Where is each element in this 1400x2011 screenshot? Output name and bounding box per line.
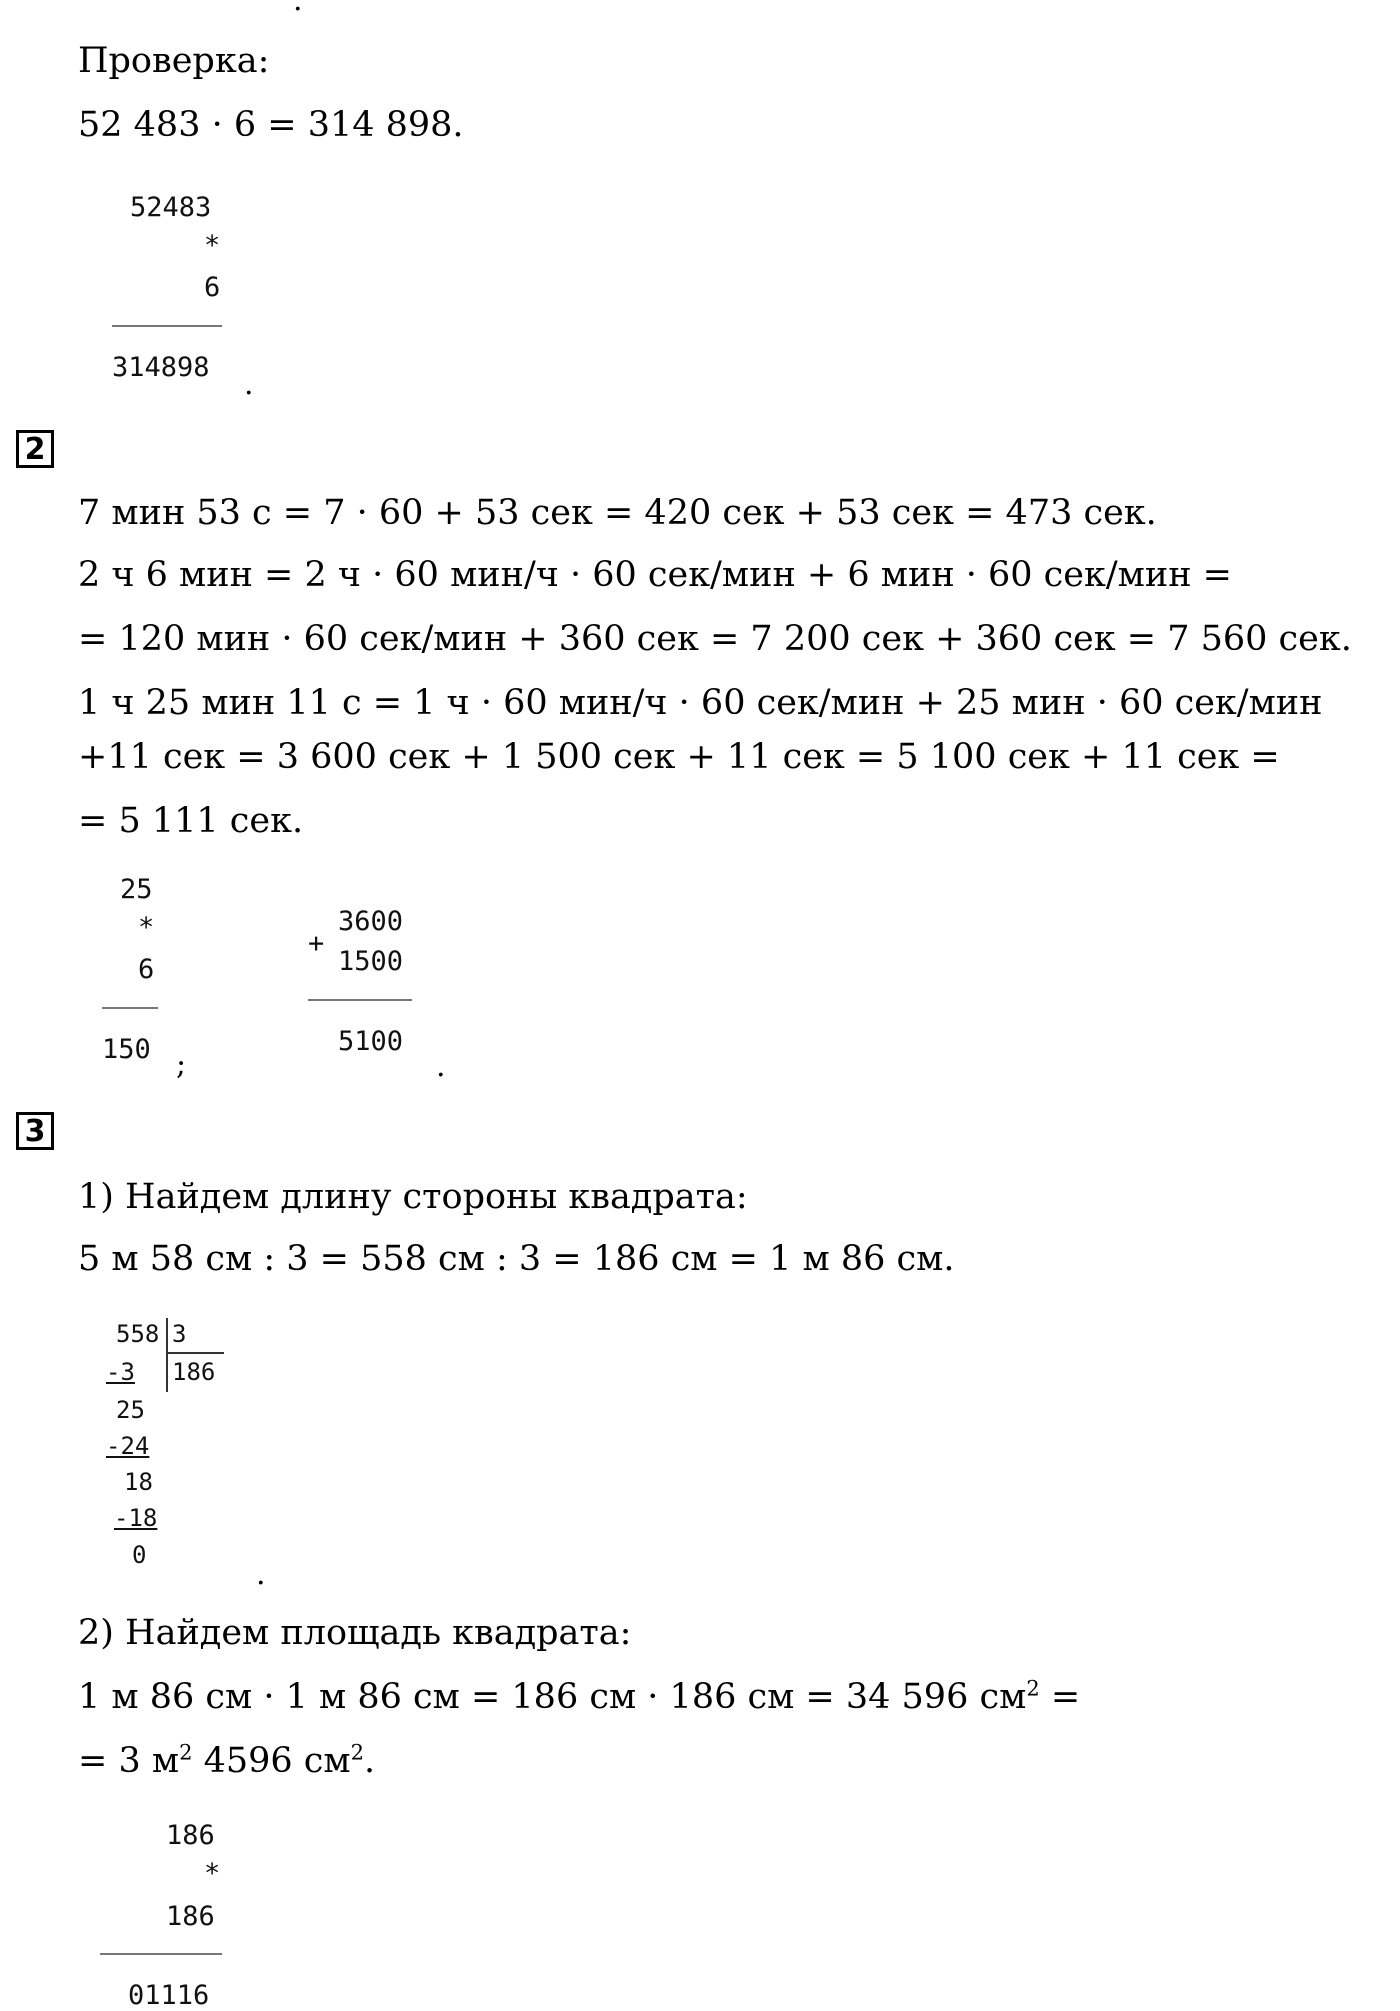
task2-calc1-end: ;	[176, 1047, 187, 1082]
division-row: -3	[106, 1358, 135, 1386]
division-end: .	[256, 1557, 266, 1592]
task3-equation-1: 5 м 58 см : 3 = 558 см : 3 = 186 см = 1 м 86 см.	[78, 1239, 955, 1279]
check-equation: 52 483 · 6 = 314 898.	[78, 105, 464, 145]
task-number-2: 2	[16, 430, 54, 468]
task3-equation-3	[78, 1740, 376, 1781]
task3-calc-op: *	[204, 1858, 221, 1889]
task2-calc1-b: 6	[138, 954, 155, 985]
division-row: 0	[132, 1541, 147, 1569]
eq2-tail: =	[1039, 1677, 1081, 1717]
task2-calc2-rule	[308, 999, 412, 1001]
division-divisor: 3	[172, 1320, 187, 1348]
task2-calc2-b: 1500	[338, 946, 404, 977]
check-product: 314898	[112, 352, 210, 383]
check-label: Проверка:	[78, 41, 270, 81]
check-rule	[112, 325, 222, 327]
task2-line-2: 2 ч 6 мин = 2 ч · 60 мин/ч · 60 сек/мин + 6 мин · 60 сек/мин =	[78, 555, 1232, 595]
check-operator: *	[204, 230, 221, 261]
eq3-part-b: 4596 см	[192, 1741, 351, 1781]
division-horizontal-bar	[168, 1352, 224, 1354]
task3-calc-rule	[100, 1953, 222, 1955]
task2-line-3: = 120 мин · 60 сек/мин + 360 сек = 7 200 сек + 360 сек = 7 560 сек.	[78, 619, 1352, 659]
task-number-3: 3	[16, 1112, 54, 1150]
check-end: .	[244, 367, 254, 402]
task2-line-4: 1 ч 25 мин 11 с = 1 ч · 60 мин/ч · 60 сек/мин + 25 мин · 60 сек/мин	[78, 683, 1323, 723]
check-multiplier: 6	[204, 272, 221, 303]
task2-calc1-result: 150	[102, 1034, 151, 1065]
task2-calc1-rule	[102, 1007, 158, 1009]
division-row: 18	[124, 1468, 153, 1496]
task2-calc2-op: +	[308, 928, 325, 959]
division-dividend: 558	[116, 1320, 160, 1348]
eq3-sup-1: 2	[179, 1740, 193, 1765]
task2-calc1-a: 25	[120, 874, 153, 905]
task3-calc-b: 186	[166, 1901, 215, 1932]
division-vertical-bar	[166, 1318, 168, 1392]
eq2-main: 1 м 86 см · 1 м 86 см = 186 см · 186 см = 34 596 см	[78, 1677, 1027, 1717]
task2-calc1-op: *	[138, 912, 155, 943]
top-dot: .	[293, 0, 303, 18]
task2-calc2-end: .	[436, 1049, 446, 1084]
division-quotient: 186	[172, 1358, 216, 1386]
task3-step1: 1) Найдем длину стороны квадрата:	[78, 1177, 748, 1217]
check-multiplicand: 52483	[130, 192, 212, 223]
division-row: 25	[116, 1396, 145, 1424]
task2-line-6: = 5 111 сек.	[78, 801, 304, 841]
task2-calc2-a: 3600	[338, 906, 404, 937]
task2-calc2-result: 5100	[338, 1026, 404, 1057]
task3-equation-2	[78, 1676, 1081, 1717]
eq3-end: .	[363, 1741, 376, 1781]
eq3-sup-2: 2	[350, 1740, 364, 1765]
eq2-sup: 2	[1026, 1676, 1040, 1701]
task2-line-5: +11 сек = 3 600 сек + 1 500 сек + 11 сек = 5 100 сек + 11 сек =	[78, 737, 1280, 777]
eq3-part-a: = 3 м	[78, 1741, 180, 1781]
task2-line-1: 7 мин 53 с = 7 · 60 + 53 сек = 420 сек + 53 сек = 473 сек.	[78, 493, 1157, 533]
task3-calc-partial: 01116	[128, 1980, 210, 2011]
task3-step2: 2) Найдем площадь квадрата:	[78, 1613, 632, 1653]
division-row: -18	[114, 1504, 158, 1532]
task3-calc-a: 186	[166, 1820, 215, 1851]
division-row: -24	[106, 1432, 150, 1460]
